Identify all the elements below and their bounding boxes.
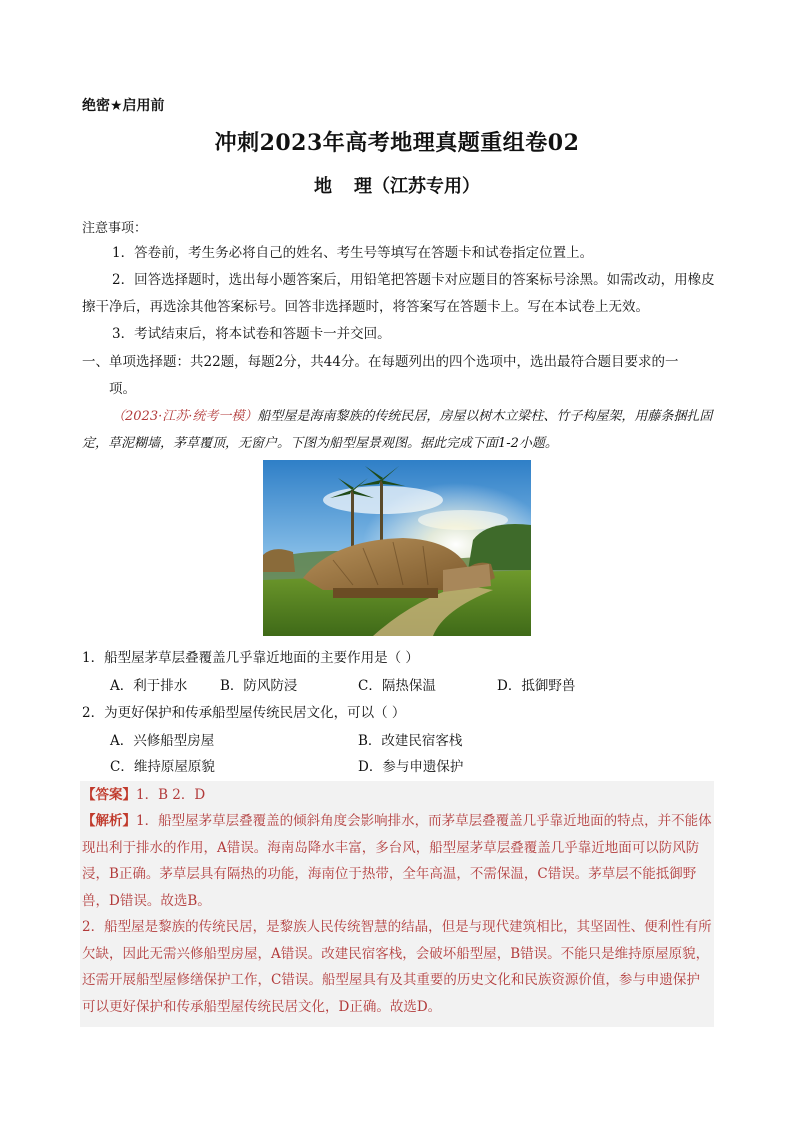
notice-item-1: 1．答卷前，考生务必将自己的姓名、考生号等填写在答题卡和试卷指定位置上。 (112, 245, 594, 261)
boat-house-illustration (263, 460, 531, 636)
secret-label: 绝密★启用前 (82, 98, 165, 114)
subtitle-left: 地 (314, 176, 332, 197)
answer-text: 1．B 2．D (136, 787, 206, 803)
q2-option-a: A．兴修船型房屋 (110, 733, 215, 749)
subtitle-right: 理（江苏专用） (354, 176, 480, 197)
analysis-label: 【解析】 (82, 813, 136, 829)
answer-line (82, 783, 205, 803)
material-body: 船型屋是海南黎族的传统民居，房屋以树木立梁柱、竹子构屋架，用藤条捆扎固定，草泥糊墙，茅草覆顶，无窗户。下图为船型屋景观图。据此完成下面1-2小题。 (82, 409, 713, 451)
q2-option-d: D．参与申遗保护 (358, 759, 464, 775)
q1-option-d: D．抵御野兽 (497, 678, 576, 694)
analysis-part-2: 2．船型屋是黎族的传统民居，是黎族人民传统智慧的结晶，但是与现代建筑相比，其坚固性、便利性有所欠缺，因此无需兴修船型房屋，A错误。改建民宿客栈，会破坏船型屋，B错误。不能只是维持原屋原貌，还需开展船型屋修缮保护工作，C错误。船型屋具有及其重要的历史文化和民族资源价值，参与申遗保护可以更好保护和传承船型屋传统民居文化，D正确。故选D。 (82, 919, 712, 1015)
q2-option-b: B．改建民宿客栈 (358, 733, 463, 749)
q1-option-a: A．利于排水 (110, 678, 188, 694)
material-text (82, 403, 722, 457)
analysis-part-1 (82, 808, 712, 914)
section-line-1: 一、单项选择题：共22题，每题2分，共44分。在每题列出的四个选项中，选出最符合题目要求的一 (82, 354, 679, 370)
section-heading (82, 349, 722, 403)
material-source: （2023·江苏·统考一模） (112, 409, 258, 424)
exam-title: 冲刺2023年高考地理真题重组卷02 (214, 130, 580, 156)
exam-subtitle (0, 172, 794, 198)
q1-option-b: B．防风防浸 (220, 678, 298, 694)
analysis-text-1: 1．船型屋茅草层叠覆盖的倾斜角度会影响排水，而茅草层叠覆盖几乎靠近地面的特点，并不能体现出利于排水的作用，A错误。海南岛降水丰富，多台风，船型屋茅草层叠覆盖几乎靠近地面可以防风防浸，B正确。茅草层具有隔热的功能，海南位于热带，全年高温，不需保温，C错误。茅草层不能抵御野兽，D错误。故选B。 (82, 813, 712, 909)
notice-label: 注意事项： (82, 221, 148, 236)
section-line-2: 项。 (109, 381, 136, 397)
question-2-stem: 2．为更好保护和传承船型屋传统民居文化，可以（ ） (82, 705, 406, 721)
notice-item-3: 3．考试结束后，将本试卷和答题卡一并交回。 (112, 326, 391, 342)
boat-house-photo (263, 460, 531, 636)
q1-option-c: C．隔热保温 (358, 678, 436, 694)
notice-item-2: 2．回答选择题时，选出每小题答案后，用铅笔把答题卡对应题目的答案标号涂黑。如需改动，用橡皮擦干净后，再选涂其他答案标号。回答非选择题时，将答案写在答题卡上。写在本试卷上无效。 (82, 272, 715, 315)
q2-option-c: C．维持原屋原貌 (110, 759, 215, 775)
answer-label: 【答案】 (82, 787, 136, 803)
question-1-stem: 1．船型屋茅草层叠覆盖几乎靠近地面的主要作用是（ ） (82, 650, 419, 666)
